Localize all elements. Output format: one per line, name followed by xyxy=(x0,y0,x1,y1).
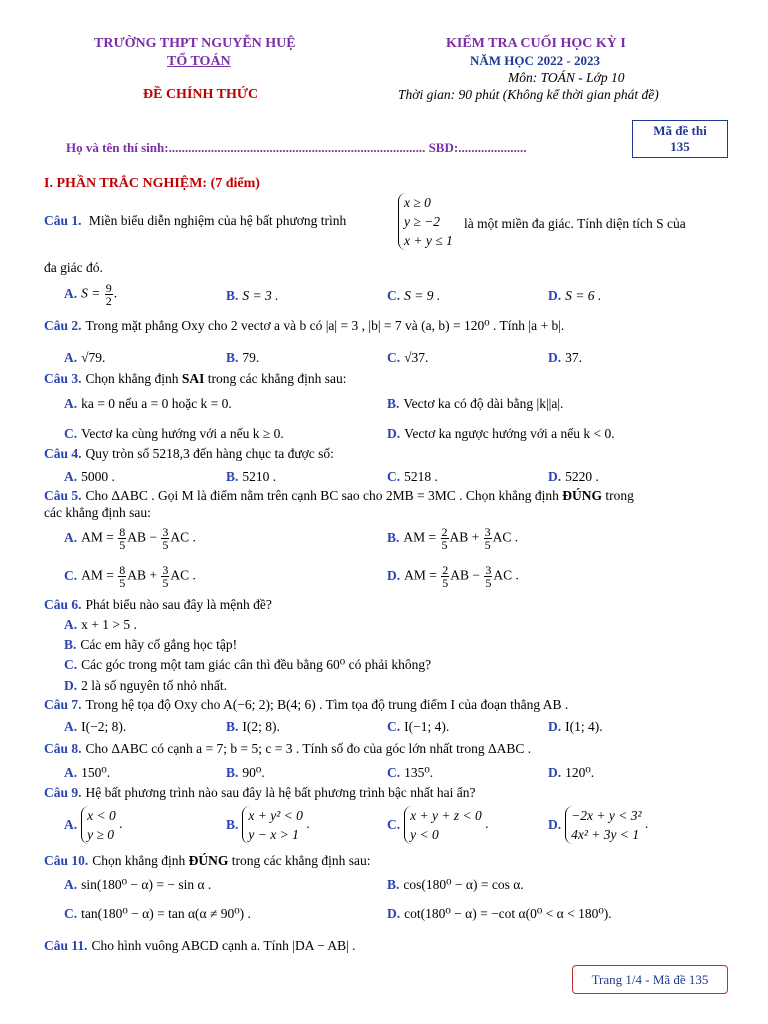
option-text: AB − xyxy=(450,567,480,583)
option-letter: B. xyxy=(387,396,400,411)
option-text: 37. xyxy=(565,350,582,365)
option-text: ka = 0 nếu a = 0 hoặc k = 0. xyxy=(81,396,232,411)
candidate-info-line: Họ và tên thí sinh:............................................................................... SBD:..................... xyxy=(66,140,527,155)
option-b[interactable] xyxy=(64,637,237,653)
system-line: −2x + y < 3² xyxy=(571,808,642,823)
school-year: NĂM HỌC 2022 - 2023 xyxy=(470,53,600,68)
numerator: 3 xyxy=(485,563,492,577)
numerator: 3 xyxy=(162,525,169,539)
option-b[interactable] xyxy=(226,288,279,304)
question-text: Miền biểu diễn nghiệm của hệ bất phương trình xyxy=(88,213,347,228)
option-d[interactable] xyxy=(64,678,227,694)
question-8 xyxy=(44,741,531,757)
option-letter: C. xyxy=(387,765,401,780)
option-letter: D. xyxy=(548,719,562,734)
question-label: Câu 2. xyxy=(44,318,82,333)
option-c[interactable] xyxy=(64,657,431,673)
option-d[interactable] xyxy=(548,719,603,735)
option-d[interactable] xyxy=(387,564,519,589)
option-a[interactable] xyxy=(64,350,105,366)
option-c[interactable] xyxy=(387,765,433,781)
question-text-cont: các khẳng định sau: xyxy=(44,505,151,520)
option-letter: D. xyxy=(548,288,562,303)
numerator: 8 xyxy=(119,563,126,577)
question-text-cont: đa giác đó. xyxy=(44,260,103,275)
option-letter: D. xyxy=(387,426,401,441)
option-a[interactable]: A. x < 0 y ≥ 0 . xyxy=(64,808,123,842)
option-letter: D. xyxy=(387,567,401,583)
question-1 xyxy=(44,213,346,229)
option-text: 120⁰. xyxy=(565,765,595,780)
option-letter: B. xyxy=(226,817,239,832)
question-label: Câu 4. xyxy=(44,446,82,461)
option-a[interactable] xyxy=(64,526,196,551)
system-line: x + y ≤ 1 xyxy=(404,233,453,248)
school-name: TRƯỜNG THPT NGUYỄN HUỆ xyxy=(94,36,296,51)
option-text: 150⁰. xyxy=(81,765,111,780)
question-text: Cho ΔABC có cạnh a = 7; b = 5; c = 3 . Tính số đo của góc lớn nhất trong ΔABC . xyxy=(85,741,532,756)
option-c[interactable]: C. x + y + z < 0 y < 0 . xyxy=(387,808,489,842)
denominator: 5 xyxy=(484,538,491,552)
option-d[interactable] xyxy=(548,765,594,781)
system-line: 4x² + 3y < 1 xyxy=(571,827,640,842)
fraction xyxy=(105,282,113,307)
numerator: 8 xyxy=(119,525,126,539)
exam-code-label: Mã đề thi xyxy=(653,123,707,138)
option-text: I(2; 8). xyxy=(242,719,280,734)
question-label: Câu 7. xyxy=(44,697,82,712)
option-text: sin(180⁰ − α) = − sin α . xyxy=(81,877,212,892)
option-letter: A. xyxy=(64,877,78,892)
numerator: 3 xyxy=(484,525,491,539)
numerator: 2 xyxy=(442,563,449,577)
numerator: 3 xyxy=(162,563,169,577)
option-d[interactable] xyxy=(387,906,612,922)
option-text: AC . xyxy=(170,529,196,545)
denominator: 2 xyxy=(105,294,112,308)
option-letter: B. xyxy=(226,350,239,365)
option-text: S = xyxy=(81,285,101,301)
question-2 xyxy=(44,318,564,334)
fraction xyxy=(441,526,449,551)
option-letter: B. xyxy=(226,288,239,303)
question-text: Hệ bất phương trình nào sau đây là hệ bất phương trình bậc nhất hai ẩn? xyxy=(85,785,476,800)
option-letter: A. xyxy=(64,617,78,632)
emphasis-word: SAI xyxy=(181,371,205,386)
question-label: Câu 1. xyxy=(44,213,82,228)
option-text: 2 là số nguyên tố nhỏ nhất. xyxy=(81,678,227,693)
exam-code-value: 135 xyxy=(670,139,690,154)
option-a[interactable] xyxy=(64,877,211,893)
question-label: Câu 11. xyxy=(44,938,88,953)
question-9 xyxy=(44,785,475,801)
system-line: x < 0 xyxy=(87,808,116,823)
option-letter: D. xyxy=(548,469,562,484)
option-text: S = 9 . xyxy=(404,288,441,303)
option-d[interactable]: D. −2x + y < 3² 4x² + 3y < 1 . xyxy=(548,808,649,842)
option-a[interactable] xyxy=(64,765,110,781)
page-footer xyxy=(572,965,728,994)
option-text: AC . xyxy=(493,567,519,583)
fraction xyxy=(161,564,169,589)
question-text: Cho hình vuông ABCD cạnh a. Tính |DA − AB| . xyxy=(91,938,356,953)
denominator: 5 xyxy=(162,538,169,552)
option-text: AB − xyxy=(127,529,157,545)
option-text: AB + xyxy=(127,567,157,583)
question-11 xyxy=(44,938,356,954)
fraction xyxy=(161,526,169,551)
option-text: cot(180⁰ − α) = −cot α(0⁰ < α < 180⁰). xyxy=(404,906,612,921)
option-letter: A. xyxy=(64,285,78,301)
option-text: AM = xyxy=(81,567,114,583)
fraction xyxy=(118,564,126,589)
question-text: trong các khẳng định sau: xyxy=(231,853,371,868)
option-text: cos(180⁰ − α) = cos α. xyxy=(403,877,524,892)
question-text: Quy tròn số 5218,3 đến hàng chục ta được số: xyxy=(85,446,334,461)
question-label: Câu 8. xyxy=(44,741,82,756)
fraction xyxy=(484,526,492,551)
option-letter: B. xyxy=(226,469,239,484)
system-line: y − x > 1 xyxy=(248,827,299,842)
option-text: 5000 . xyxy=(81,469,115,484)
numerator: 9 xyxy=(105,281,112,295)
option-text: AM = xyxy=(403,529,437,545)
question-10 xyxy=(44,853,370,869)
option-c[interactable] xyxy=(387,469,438,485)
question-text: Phát biểu nào sau đây là mệnh đề? xyxy=(85,597,272,612)
system-line: y ≥ 0 xyxy=(87,827,115,842)
option-letter: C. xyxy=(387,469,401,484)
option-letter: C. xyxy=(64,426,78,441)
denominator: 5 xyxy=(119,576,126,590)
denominator: 5 xyxy=(119,538,126,552)
emphasis-word: ĐÚNG xyxy=(188,853,229,868)
question-label: Câu 9. xyxy=(44,785,82,800)
option-letter: A. xyxy=(64,396,78,411)
denominator: 5 xyxy=(162,576,169,590)
fraction xyxy=(441,564,449,589)
option-letter: A. xyxy=(64,350,78,365)
inequality-system xyxy=(398,193,457,250)
option-text: √37. xyxy=(404,350,429,365)
question-text: Cho ΔABC . Gọi M là điểm nằm trên cạnh BC sao cho 2MB = 3MC . Chọn khẳng định xyxy=(85,488,559,503)
option-b[interactable] xyxy=(226,469,276,485)
option-a[interactable] xyxy=(64,469,115,485)
denominator: 5 xyxy=(441,538,448,552)
option-text: 135⁰. xyxy=(404,765,434,780)
option-c[interactable] xyxy=(64,906,251,922)
option-letter: D. xyxy=(548,817,562,832)
question-text-cont: là một miền đa giác. Tính diện tích S của xyxy=(464,216,686,231)
option-text: AB + xyxy=(449,529,480,545)
option-d[interactable] xyxy=(548,288,601,304)
option-text: 5210 . xyxy=(242,469,277,484)
option-a[interactable] xyxy=(64,396,232,412)
option-text: Vectơ ka ngược hướng với a nếu k < 0. xyxy=(404,426,615,441)
option-text: Các em hãy cố gắng học tập! xyxy=(80,637,238,652)
option-text: 5218 . xyxy=(404,469,438,484)
option-letter: B. xyxy=(64,637,77,652)
emphasis-word: ĐÚNG xyxy=(562,488,603,503)
question-7 xyxy=(44,697,568,713)
question-5 xyxy=(44,488,634,504)
option-text: x + 1 > 5 . xyxy=(81,617,137,632)
option-text: AM = xyxy=(81,529,114,545)
system-line: x + y² < 0 xyxy=(248,808,303,823)
option-text: AC . xyxy=(170,567,196,583)
option-text: 79. xyxy=(242,350,260,365)
option-letter: A. xyxy=(64,719,78,734)
question-text: Trong mặt phẳng Oxy cho 2 vectơ a và b có |a| = 3 , |b| = 7 và (a, b) = 120⁰ . Tính |a + b|. xyxy=(85,318,565,333)
question-label: Câu 6. xyxy=(44,597,82,612)
option-b[interactable] xyxy=(226,350,259,366)
system-line: y ≥ −2 xyxy=(404,214,441,229)
option-letter: C. xyxy=(64,906,78,921)
option-text: I(−1; 4). xyxy=(404,719,450,734)
option-a[interactable]: A. S = $\frac{9}{2}$ . xyxy=(64,281,118,308)
option-letter: B. xyxy=(387,877,400,892)
denominator: 5 xyxy=(442,576,449,590)
option-d[interactable] xyxy=(387,426,615,442)
option-c[interactable] xyxy=(64,426,284,442)
denominator: 5 xyxy=(485,576,492,590)
option-b[interactable] xyxy=(387,396,563,412)
option-c[interactable] xyxy=(387,350,428,366)
subject-line: Môn: TOÁN - Lớp 10 xyxy=(508,70,625,85)
option-text: S = 6 . xyxy=(565,288,602,303)
option-letter: B. xyxy=(387,529,400,545)
option-b[interactable] xyxy=(387,526,518,551)
exam-code-box xyxy=(632,120,728,158)
option-text: Vectơ ka cùng hướng với a nếu k ≥ 0. xyxy=(81,426,284,441)
option-letter: C. xyxy=(387,817,401,832)
option-b[interactable] xyxy=(226,719,280,735)
option-text: 90⁰. xyxy=(242,765,265,780)
option-letter: D. xyxy=(548,350,562,365)
question-label: Câu 3. xyxy=(44,371,82,386)
question-label: Câu 5. xyxy=(44,488,82,503)
option-text: tan(180⁰ − α) = tan α(α ≠ 90⁰) . xyxy=(81,906,251,921)
question-6 xyxy=(44,597,272,613)
option-text: I(1; 4). xyxy=(565,719,603,734)
page-number: Trang 1/4 - Mã đề 135 xyxy=(591,972,709,987)
option-text: √79. xyxy=(81,350,106,365)
option-letter: A. xyxy=(64,469,78,484)
option-letter: D. xyxy=(64,678,78,693)
option-a[interactable] xyxy=(64,617,137,633)
option-text: AC . xyxy=(492,529,519,545)
option-text: 5220 . xyxy=(565,469,599,484)
question-text: Trong hệ tọa độ Oxy cho A(−6; 2); B(4; 6) . Tìm tọa độ trung điểm I của đoạn thẳng AB . xyxy=(85,697,569,712)
question-text: Chọn khẳng định xyxy=(92,853,186,868)
system-line: x + y + z < 0 xyxy=(410,808,482,823)
question-text: trong các khẳng định sau: xyxy=(207,371,347,386)
option-a[interactable] xyxy=(64,719,126,735)
numerator: 2 xyxy=(441,525,448,539)
option-letter: C. xyxy=(64,657,78,672)
system-line: y < 0 xyxy=(410,827,439,842)
option-text: AM = xyxy=(404,567,437,583)
option-letter: C. xyxy=(387,288,401,303)
option-letter: A. xyxy=(64,529,78,545)
question-label: Câu 10. xyxy=(44,853,89,868)
option-letter: C. xyxy=(387,350,401,365)
option-letter: B. xyxy=(226,719,239,734)
time-line: Thời gian: 90 phút (Không kể thời gian phát đề) xyxy=(398,87,659,102)
option-d[interactable] xyxy=(548,350,582,366)
option-letter: A. xyxy=(64,817,78,832)
option-c[interactable] xyxy=(387,288,440,304)
fraction xyxy=(484,564,492,589)
question-4 xyxy=(44,446,334,462)
option-b[interactable]: B. x + y² < 0 y − x > 1 . xyxy=(226,808,310,842)
option-letter: C. xyxy=(387,719,401,734)
question-3 xyxy=(44,371,347,387)
option-b[interactable] xyxy=(387,877,524,893)
option-b[interactable] xyxy=(226,765,265,781)
department-name: TỔ TOÁN xyxy=(167,54,231,69)
option-text: Các góc trong một tam giác cân thì đều bằng 60⁰ có phải không? xyxy=(81,657,432,672)
option-d[interactable] xyxy=(548,469,599,485)
option-letter: B. xyxy=(226,765,239,780)
question-text: Chọn khẳng định xyxy=(85,371,179,386)
system-line: x ≥ 0 xyxy=(404,195,431,210)
option-c[interactable] xyxy=(387,719,449,735)
option-text: S = 3 . xyxy=(242,288,279,303)
question-text: trong xyxy=(605,488,634,503)
section-title: I. PHẦN TRẮC NGHIỆM: (7 điểm) xyxy=(44,176,260,191)
option-text: Vectơ ka có độ dài bằng |k||a|. xyxy=(403,396,564,411)
option-letter: D. xyxy=(387,906,401,921)
option-letter: A. xyxy=(64,765,78,780)
option-letter: D. xyxy=(548,765,562,780)
option-letter: C. xyxy=(64,567,78,583)
option-text: I(−2; 8). xyxy=(81,719,127,734)
exam-title: KIỂM TRA CUỐI HỌC KỲ I xyxy=(446,36,626,51)
option-c[interactable] xyxy=(64,564,196,589)
official-label: ĐỀ CHÍNH THỨC xyxy=(143,87,259,102)
fraction xyxy=(118,526,126,551)
